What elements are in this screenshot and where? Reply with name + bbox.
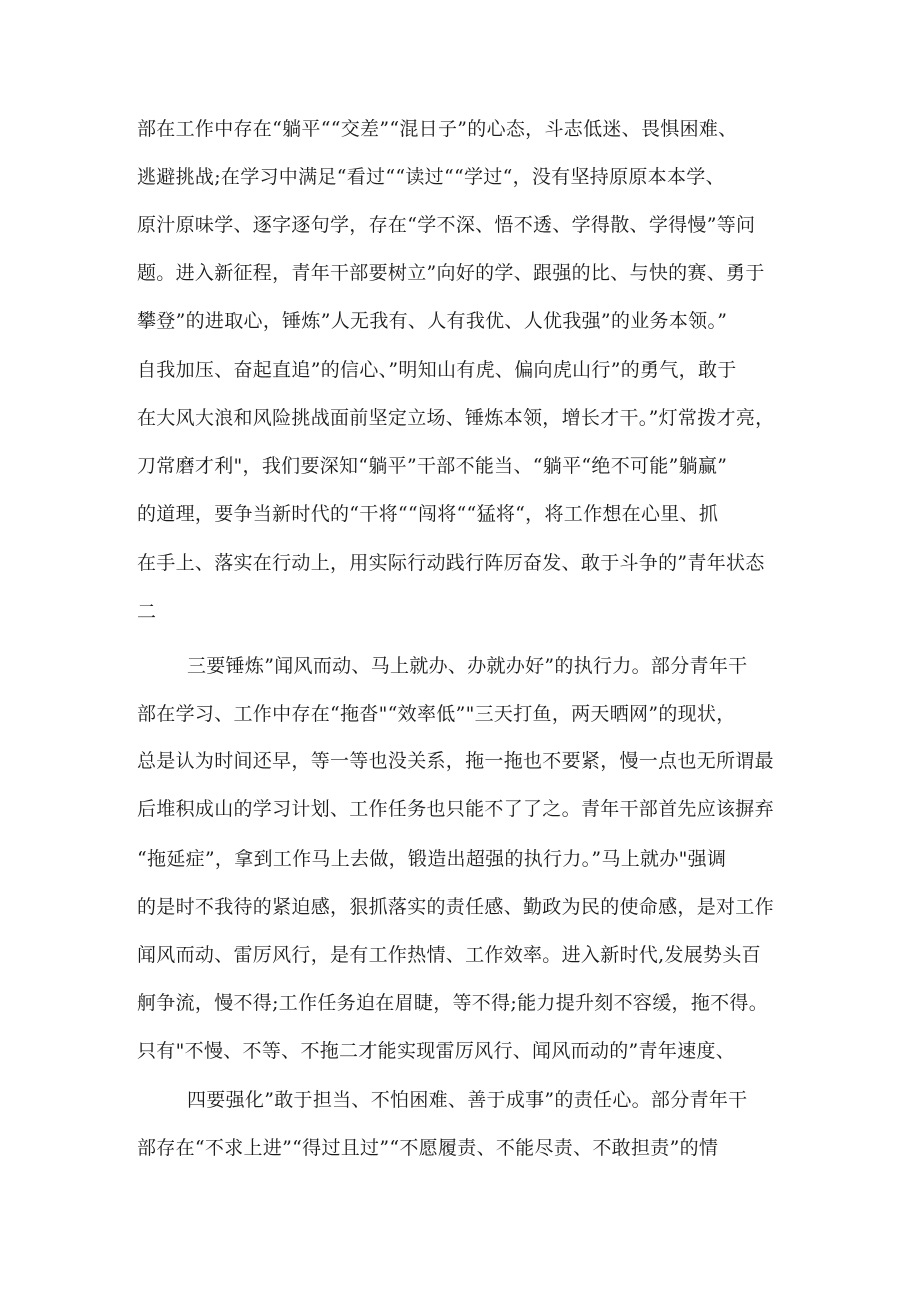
paragraph-line: 只有"不慢、不等、不拖二才能实现雷厉风行、闻风而动的”青年速度、 (137, 1040, 736, 1062)
paragraph-line: 的是时不我待的紧迫感，狠抓落实的责任感、勤政为民的使命感，是对工作 (137, 896, 774, 918)
paragraph-line: 自我加压、奋起直追”的信心、”明知山有虎、偏向虎山行”的勇气，敢于 (137, 359, 737, 381)
paragraph-line: 的道理，要争当新时代的“干将““闯将““猛将“，将工作想在心里、抓 (137, 503, 719, 525)
paragraph-line: 在手上、落实在行动上，用实际行动践行阵厉奋发、敢于斗争的”青年状态 (137, 552, 765, 574)
paragraph-line: 后堆积成山的学习计划、工作任务也只能不了了之。青年干部首先应该摒弃 (137, 798, 774, 820)
paragraph-line: 刀常磨才利"，我们要深知“躺平”干部不能当、“躺平“绝不可能”躺赢” (137, 455, 728, 477)
paragraph-line: 舸争流，慢不得;工作任务迫在眉睫，等不得;能力提升刻不容缓，拖不得。 (137, 992, 769, 1014)
paragraph-line: 二 (137, 601, 157, 623)
paragraph-line: 原汁原味学、逐字逐句学，存在“学不深、悟不透、学得散、学得慢”等问 (137, 214, 756, 236)
paragraph-line: 部在学习、工作中存在“拖沓"“效率低”"三天打鱼，两天晒网”的现状， (137, 703, 736, 725)
paragraph-line: 闻风而动、雷厉风行，是有工作热情、工作效率。进入新时代,发展势头百 (137, 944, 761, 966)
paragraph-line: 部在工作中存在“躺平““交差”“混日子”的心态，斗志低迷、畏惧困难、 (137, 118, 738, 140)
paragraph-first-line: 四要强化”敢于担当、不怕困难、善于成事”的责任心。部分青年干 (187, 1089, 748, 1111)
paragraph-line: “拖延症”，拿到工作马上去做，锻造出超强的执行力。”马上就办"强调 (137, 848, 727, 870)
paragraph-line: 逃避挑战;在学习中满足“看过““读过““学过“，没有坚持原原本本学、 (137, 166, 725, 188)
paragraph-first-line: 三要锤炼”闻风而动、马上就办、办就办好”的执行力。部分青年干 (187, 655, 748, 677)
paragraph-line: 部存在“不求上进”“得过且过”“不愿履责、不能尽责、不敢担责”的情 (137, 1137, 719, 1159)
paragraph-line: 总是认为时间还早，等一等也没关系，拖一拖也不要紧，慢一点也无所谓最 (137, 750, 774, 772)
paragraph-line: 攀登”的进取心，锤炼”人无我有、人有我优、人优我强”的业务本领。” (137, 310, 728, 332)
paragraph-line: 在大风大浪和风险挑战面前坚定立场、锤炼本领，增长才干。”灯常拨才亮， (137, 407, 775, 429)
paragraph-line: 题。进入新征程，青年干部要树立”向好的学、跟强的比、与快的赛、勇于 (137, 262, 765, 284)
